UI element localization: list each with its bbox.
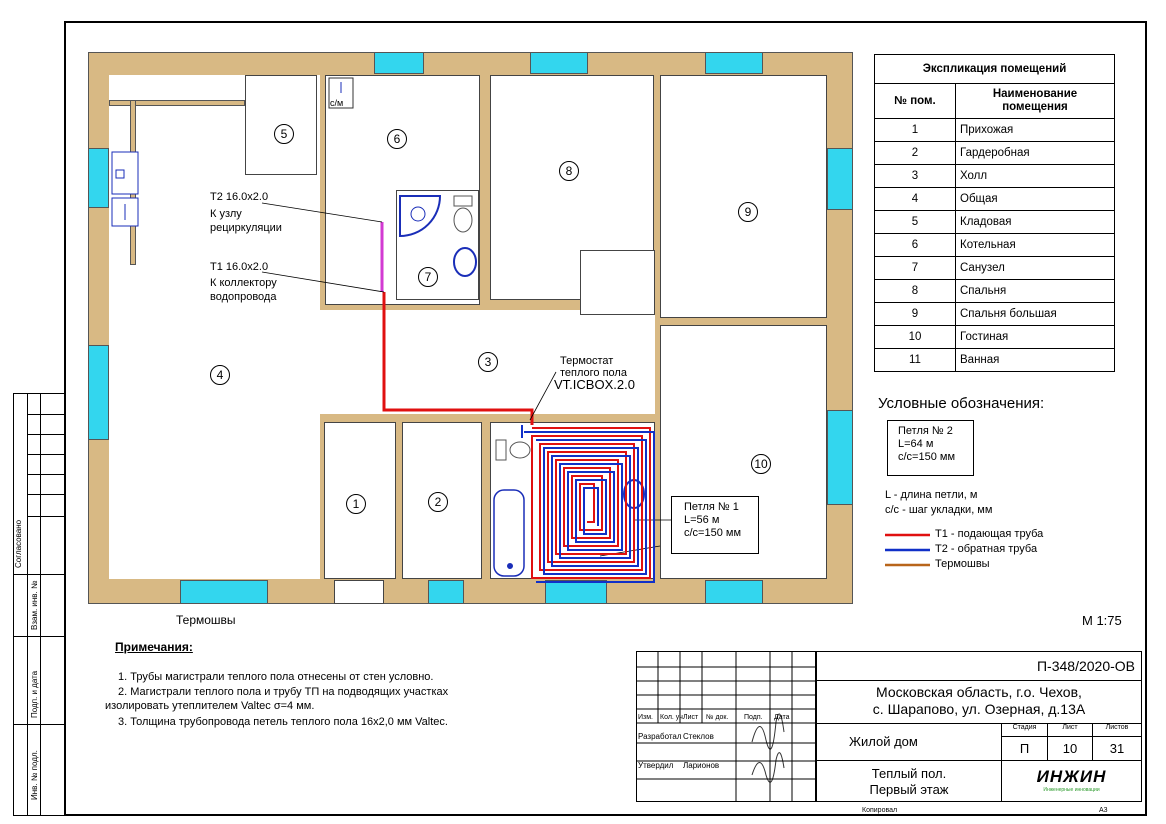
table-row <box>875 211 1115 234</box>
sheet-header: Лист <box>1047 723 1093 737</box>
washbasin-icon <box>454 248 476 276</box>
col-ndok: № док. <box>706 714 729 721</box>
row-name: Холл <box>956 165 1115 188</box>
explication-col-no: № пом. <box>875 84 956 119</box>
row-name: Спальня большая <box>956 303 1115 326</box>
row-no: 8 <box>875 280 956 303</box>
scale-label: М 1:75 <box>1082 613 1122 628</box>
heating-loop-1 <box>524 428 654 582</box>
room-number-8: 8 <box>559 161 579 181</box>
table-row <box>875 280 1115 303</box>
sheets-value: 31 <box>1092 736 1142 761</box>
format-label: А3 <box>1099 807 1108 814</box>
row-no: 11 <box>875 349 956 372</box>
row-no: 10 <box>875 326 956 349</box>
title-block <box>636 651 1142 814</box>
room-number-1: 1 <box>346 494 366 514</box>
note-2a: 2. Магистрали теплого пола и трубу ТП на подводящих участках <box>118 686 449 698</box>
loop-1-step: с/с=150 мм <box>684 527 742 539</box>
drawing-title-1: Теплый пол. <box>871 766 947 781</box>
row-no: 5 <box>875 211 956 234</box>
app-name: Ларионов <box>683 761 720 770</box>
room-number-2: 2 <box>428 492 448 512</box>
object-cell <box>816 723 1002 761</box>
table-row <box>875 119 1115 142</box>
legend-t1: Т1 - подающая труба <box>935 528 1044 540</box>
toilet-icon <box>496 440 530 460</box>
col-data: Дата <box>774 714 790 721</box>
code-cell <box>816 651 1142 681</box>
row-no: 3 <box>875 165 956 188</box>
kitchen-stove-icon <box>112 152 138 194</box>
sign-date-label: Подп. и дата <box>30 670 39 718</box>
room-number-3: 3 <box>478 352 498 372</box>
table-row <box>875 326 1115 349</box>
loop-1-title: Петля № 1 <box>684 501 739 513</box>
row-no: 2 <box>875 142 956 165</box>
row-name: Санузел <box>956 257 1115 280</box>
room-number-4: 4 <box>210 365 230 385</box>
toilet-icon <box>454 196 472 232</box>
dev-name: Стеклов <box>683 732 714 741</box>
notes-title: Примечания: <box>115 640 193 654</box>
inv-orig-label: Инв. № подл. <box>30 750 39 800</box>
logo-cell <box>1001 760 1142 802</box>
stage-header: Стадия <box>1001 723 1048 737</box>
legend-loop-step: с/с=150 мм <box>898 451 956 463</box>
note-2b: изолировать утеплителем Valtec σ=4 мм. <box>105 700 315 712</box>
drawing-title-2: Первый этаж <box>869 782 949 797</box>
company-logo: ИНЖИН <box>1036 767 1107 786</box>
room-number-7: 7 <box>418 267 438 287</box>
object-name: Жилой дом <box>849 734 918 749</box>
shower-icon <box>400 196 440 236</box>
row-no: 7 <box>875 257 956 280</box>
inv-replace-label: Взам. инв. № <box>30 580 39 630</box>
room-number-9: 9 <box>738 202 758 222</box>
row-name: Прихожая <box>956 119 1115 142</box>
room-number-10: 10 <box>751 454 771 474</box>
table-row <box>875 349 1115 372</box>
dev-role: Разработал <box>638 732 682 741</box>
kitchen-sink-icon <box>112 198 138 226</box>
table-row <box>875 142 1115 165</box>
drawing-title-cell <box>816 760 1002 802</box>
col-list: Лист <box>683 714 699 721</box>
legend-loop-box <box>887 420 974 476</box>
legend-title: Условные обозначения: <box>878 395 1045 412</box>
table-row <box>875 234 1115 257</box>
bathtub-icon <box>494 490 524 576</box>
legend-l-desc: L - длина петли, м <box>885 489 978 501</box>
row-name: Гостиная <box>956 326 1115 349</box>
t1-desc-line2: водопровода <box>210 291 277 303</box>
row-name: Котельная <box>956 234 1115 257</box>
legend-cc-desc: с/с - шаг укладки, мм <box>885 504 993 516</box>
table-row <box>875 188 1115 211</box>
explication-title: Экспликация помещений <box>875 55 1115 84</box>
t2-pipe-label: Т2 16.0х2.0 <box>210 191 269 203</box>
t1-pipe-label: Т1 16.0х2.0 <box>210 261 269 273</box>
room-explication-table <box>874 54 1115 372</box>
agreed-label: Согласовано <box>14 519 23 568</box>
row-name: Кладовая <box>956 211 1115 234</box>
table-row <box>875 257 1115 280</box>
sheets-header: Листов <box>1092 723 1142 737</box>
app-role: Утвердил <box>638 761 674 770</box>
row-no: 6 <box>875 234 956 257</box>
row-name: Спальня <box>956 280 1115 303</box>
address-line2: с. Шарапово, ул. Озерная, д.13А <box>872 701 1086 717</box>
room-number-6: 6 <box>387 129 407 149</box>
col-kol: Кол. уч <box>660 714 683 721</box>
copied-label: Копировал <box>862 807 898 814</box>
col-izm: Изм. <box>638 714 653 721</box>
t2-desc-line2: рециркуляции <box>210 222 282 234</box>
stage-value: П <box>1001 736 1048 761</box>
legend-t2: Т2 - обратная труба <box>935 543 1038 555</box>
legend-loop-length: L=64 м <box>898 438 934 450</box>
t1-desc-line1: К коллектору <box>210 277 277 289</box>
address-cell <box>816 680 1142 724</box>
row-name: Гардеробная <box>956 142 1115 165</box>
explication-col-name: Наименование помещения <box>956 84 1115 119</box>
sheet-value: 10 <box>1047 736 1093 761</box>
table-row <box>875 303 1115 326</box>
row-name: Ванная <box>956 349 1115 372</box>
note-1: 1. Трубы магистрали теплого пола отнесены от стен условно. <box>118 671 434 683</box>
thermostat-label-2: теплого пола <box>560 367 627 379</box>
row-no: 4 <box>875 188 956 211</box>
row-no: 1 <box>875 119 956 142</box>
company-logo-sub: Инженерные инновации <box>1043 787 1100 793</box>
project-code: П-348/2020-ОВ <box>1036 658 1135 674</box>
address-line1: Московская область, г.о. Чехов, <box>876 684 1082 700</box>
termoshvy-label: Термошвы <box>176 613 236 627</box>
row-no: 9 <box>875 303 956 326</box>
note-3: 3. Толщина трубопровода петель теплого пола 16х2,0 мм Valtec. <box>118 716 448 728</box>
loop-1-length: L=56 м <box>684 514 720 526</box>
thermostat-label: Термостат <box>560 355 614 367</box>
loop-1-box <box>671 496 759 554</box>
room-number-5: 5 <box>274 124 294 144</box>
washing-machine-label: с/м <box>330 98 344 108</box>
table-row <box>875 165 1115 188</box>
t2-desc-line1: К узлу <box>210 208 242 220</box>
thermostat-model: VT.ICBOX.2.0 <box>554 377 635 392</box>
legend-termo: Термошвы <box>935 558 990 570</box>
row-name: Общая <box>956 188 1115 211</box>
col-podp: Подп. <box>744 714 763 721</box>
legend-loop-title: Петля № 2 <box>898 425 953 437</box>
